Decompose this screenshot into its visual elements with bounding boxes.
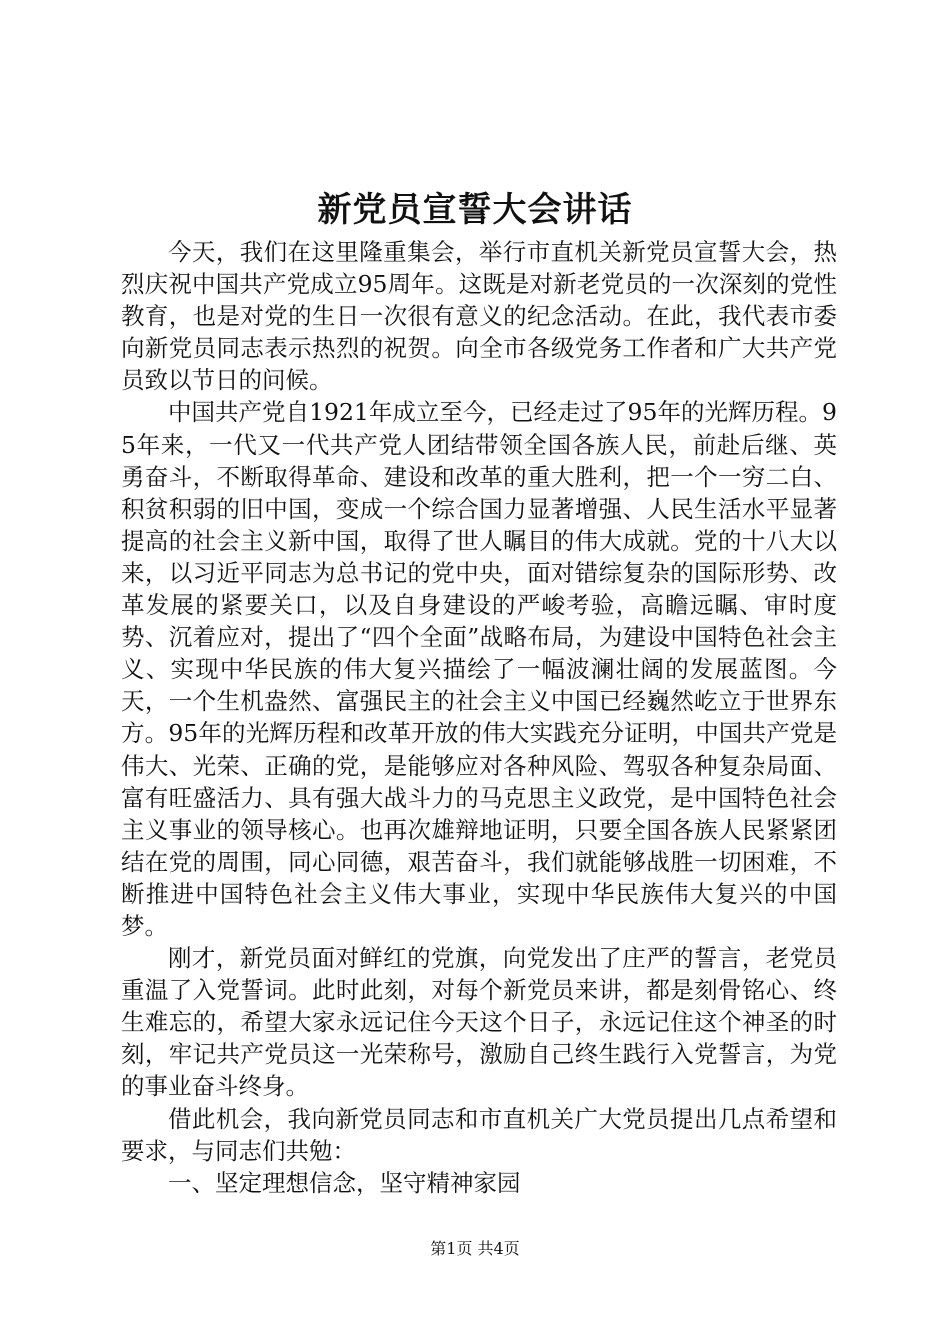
section-heading-1: 一、坚定理想信念，坚守精神家园 (168, 1168, 521, 1197)
paragraph-3: 刚才，新党员面对鲜红的党旗，向党发出了庄严的誓言，老党员重温了入党誓词。此时此刻，对每个新党员来讲，都是刻骨铭心、终生难忘的，希望大家永远记住今天这个日子，永远记住这个神圣的时刻，牢记共产党员这一光荣称号，激励自己终生践行入党誓言，为党的事业奋斗终身。 (121, 944, 837, 1101)
paragraph-4: 借此机会，我向新党员同志和市直机关广大党员提出几点希望和要求，与同志们共勉： (121, 1104, 837, 1165)
page-footer: 第1页 共4页 (430, 1239, 520, 1258)
paragraph-1: 今天，我们在这里隆重集会，举行市直机关新党员宣誓大会，热烈庆祝中国共产党成立95周年。这既是对新老党员的一次深刻的党性教育，也是对党的生日一次很有意义的纪念活动。在此，我代表市委向新党员同志表示热烈的祝贺。向全市各级党务工作者和广大共产党员致以节日的问候。 (121, 238, 837, 395)
paragraph-2: 中国共产党自1921年成立至今，已经走过了95年的光辉历程。95年来，一代又一代共产党人团结带领全国各族人民，前赴后继、英勇奋斗，不断取得革命、建设和改革的重大胜利，把一个一穷二白、积贫积弱的旧中国，变成一个综合国力显著增强、人民生活水平显著提高的社会主义新中国，取得了世人瞩目的伟大成就。党的十八大以来，以习近平同志为总书记的党中央，面对错综复杂的国际形势、改革发展的紧要关口，以及自身建设的严峻考验，高瞻远瞩、审时度势、沉着应对，提出了“四个全面”战略布局，为建设中国特色社会主义、实现中华民族的伟大复兴描绘了一幅波澜壮阔的发展蓝图。今天，一个生机盎然、富强民主的社会主义中国已经巍然屹立于世界东方。95年的光辉历程和改革开放的伟大实践充分证明，中国共产党是伟大、光荣、正确的党，是能够应对各种风险、驾驭各种复杂局面、富有旺盛活力、具有强大战斗力的马克思主义政党，是中国特色社会主义事业的领导核心。也再次雄辩地证明，只要全国各族人民紧紧团结在党的周围，同心同德，艰苦奋斗，我们就能够战胜一切困难，不断推进中国特色社会主义伟大事业，实现中华民族伟大复兴的中国梦。 (121, 398, 837, 940)
document-title: 新党员宣誓大会讲话 (317, 190, 633, 230)
document-body (121, 236, 837, 1199)
